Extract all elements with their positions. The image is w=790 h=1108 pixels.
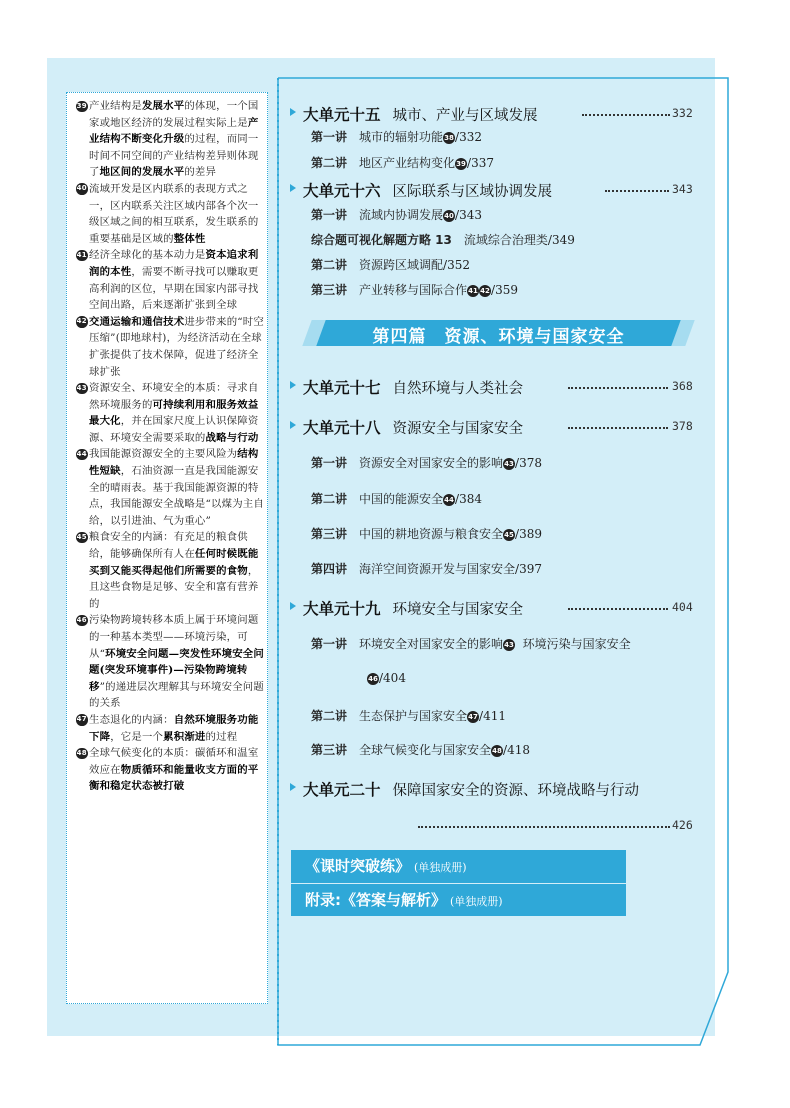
note-text: 生态退化的内涵：自然环境服务功能下降，它是一个累积渐进的过程 xyxy=(89,713,259,743)
note-ref-icon: 47 xyxy=(468,713,478,721)
note-text: 我国能源资源安全的主要风险为结构性短缺，石油资源一直是我国能源安全的晴雨表。基于我国能源资源的特点，我国能源安全战略是“以煤为主自给，以引进油、气为重心” xyxy=(89,448,264,527)
lecture-label: 第二讲 xyxy=(311,156,348,170)
lecture-item[interactable] xyxy=(311,741,530,758)
lecture-title-2: 环境污染与国家安全 xyxy=(522,637,631,651)
note-text: 污染物跨境转移本质上属于环境问题的一种基本类型——环境污染，可从“环境安全问题—突发性环境安全问题(突发环境事件)—污染物跨境转移”的递进层次理解其与环境安全问题的关系 xyxy=(89,614,264,710)
lecture-title: 海洋空间资源开发与国家安全 xyxy=(359,562,516,576)
leader-dots xyxy=(418,826,670,828)
note-number-icon: 45 xyxy=(76,532,88,544)
lecture-item[interactable] xyxy=(311,560,542,577)
lecture-page: /418 xyxy=(503,743,530,757)
triangle-icon xyxy=(290,381,296,389)
note-ref-icon: 38 xyxy=(444,134,454,142)
note-ref-icon: 43 xyxy=(504,460,514,468)
note-number-icon: 40 xyxy=(76,183,88,195)
lecture-item[interactable] xyxy=(311,154,494,171)
note-ref-icon: 44 xyxy=(444,496,454,504)
lecture-item[interactable] xyxy=(311,128,482,145)
lecture-title: 流域综合治理类 xyxy=(463,233,548,247)
lecture-page: /397 xyxy=(515,562,542,576)
triangle-icon xyxy=(290,602,296,610)
unit-title: 自然环境与人类社会 xyxy=(392,381,524,397)
triangle-icon xyxy=(290,421,296,429)
leader-dots xyxy=(568,608,668,610)
note-text: 粮食安全的内涵：有充足的粮食供给，能够确保所有人在任何时候既能买到又能买得起他们所需要的食物，且这些食物是足够、安全和富有营养的 xyxy=(89,531,259,610)
supplement-line[interactable] xyxy=(305,855,467,876)
unit-label: 大单元十八 xyxy=(303,419,381,437)
triangle-icon xyxy=(290,184,296,192)
page-number: 343 xyxy=(672,182,693,196)
unit-label: 大单元二十 xyxy=(303,781,381,799)
page-number: 404 xyxy=(672,600,693,614)
note-ref-icon: 41 xyxy=(468,287,478,295)
lecture-title: 环境安全对国家安全的影响 xyxy=(359,637,504,651)
note-ref-icon: 45 xyxy=(504,531,514,539)
lecture-page: /332 xyxy=(455,130,482,144)
note-number-icon: 48 xyxy=(76,748,88,760)
supplement-note: (单独成册) xyxy=(414,861,467,874)
page-number: 332 xyxy=(672,106,693,120)
lecture-label: 第三讲 xyxy=(311,283,348,297)
lecture-label: 第一讲 xyxy=(311,208,348,222)
appendix-note: (单独成册) xyxy=(450,895,503,908)
leader-dots xyxy=(582,114,670,116)
lecture-page: /389 xyxy=(515,527,542,541)
lecture-label: 第一讲 xyxy=(311,456,348,470)
note-text: 经济全球化的基本动力是资本追求利润的本性，需要不断寻找可以赚取更高利润的区位，早期在国家内部寻找空间出路，后来逐渐扩张到全球 xyxy=(89,249,259,312)
unit-heading[interactable] xyxy=(303,416,523,438)
lecture-label: 第三讲 xyxy=(311,527,348,541)
lecture-title: 生态保护与国家安全 xyxy=(359,709,468,723)
lecture-label: 第二讲 xyxy=(311,492,348,506)
section-banner xyxy=(313,320,684,346)
lecture-title: 中国的耕地资源与粮食安全 xyxy=(359,527,504,541)
lecture-title: 全球气候变化与国家安全 xyxy=(359,743,492,757)
lecture-page: /349 xyxy=(547,233,575,247)
page-number: 426 xyxy=(672,818,693,832)
triangle-icon xyxy=(290,783,296,791)
lecture-continuation xyxy=(367,671,406,685)
leader-dots xyxy=(568,427,668,429)
lecture-item[interactable] xyxy=(311,635,631,652)
lecture-title: 中国的能源安全 xyxy=(359,492,444,506)
page-number: 378 xyxy=(672,419,693,433)
note-text: 全球气候变化的本质：碳循环和温室效应在物质循环和能量收支方面的平衡和稳定状态被打破 xyxy=(89,747,259,793)
lecture-item[interactable] xyxy=(311,707,506,724)
note-number-icon: 46 xyxy=(76,615,88,627)
unit-label: 大单元十九 xyxy=(303,600,381,618)
note-text: 资源安全、环境安全的本质：寻求自然环境服务的可持续利用和服务效益最大化，并在国家尺度上认识保障资源、环境安全需要采取的战略与行动 xyxy=(89,382,259,444)
lecture-label: 第二讲 xyxy=(311,709,348,723)
lecture-item[interactable] xyxy=(311,231,575,248)
unit-title: 保障国家安全的资源、环境战略与行动 xyxy=(392,783,640,799)
page-number: 368 xyxy=(672,379,693,393)
lecture-item[interactable] xyxy=(311,454,542,471)
leader-dots xyxy=(605,190,669,192)
unit-label: 大单元十五 xyxy=(303,106,381,124)
supplement-title: 《课时突破练》 xyxy=(305,857,411,875)
unit-title: 城市、产业与区域发展 xyxy=(392,108,538,124)
note-text: 交通运输和通信技术进步带来的“时空压缩”(即地球村)，为经济活动在全球扩张提供了技术保障，促进了经济全球扩张 xyxy=(89,315,264,378)
note-ref-icon: 46 xyxy=(368,675,378,683)
note-ref-icon: 40 xyxy=(444,212,454,220)
lecture-page: /411 xyxy=(479,709,506,723)
lecture-title: 产业转移与国际合作 xyxy=(359,283,468,297)
lecture-title: 资源跨区域调配 xyxy=(359,258,444,272)
lecture-item[interactable] xyxy=(311,206,482,223)
triangle-icon xyxy=(290,108,296,116)
note-ref-icon: 43 xyxy=(504,641,514,649)
lecture-item[interactable] xyxy=(311,256,470,273)
note-number-icon: 41 xyxy=(76,250,88,262)
lecture-label: 第三讲 xyxy=(311,743,348,757)
note-number-icon: 39 xyxy=(76,101,88,113)
unit-title: 环境安全与国家安全 xyxy=(392,602,524,618)
lecture-title: 流域内协调发展 xyxy=(359,208,444,222)
note-text: 产业结构是发展水平的体现，一个国家或地区经济的发展过程实际上是产业结构不断变化升级的过程，而同一时间不同空间的产业结构差异则体现了地区间的发展水平的差异 xyxy=(89,100,259,179)
divider xyxy=(291,883,626,884)
lecture-page: /343 xyxy=(455,208,482,222)
note-ref-icon: 42 xyxy=(480,287,490,295)
lecture-label: 第四讲 xyxy=(311,562,348,576)
lecture-page: /359 xyxy=(491,283,518,297)
leader-dots xyxy=(568,387,668,389)
lecture-page: /404 xyxy=(379,671,406,685)
unit-heading[interactable] xyxy=(303,179,552,201)
lecture-label: 综合题可视化解题方略 13 xyxy=(311,233,452,247)
note-number-icon: 43 xyxy=(76,383,88,395)
note-number-icon: 47 xyxy=(76,714,88,726)
supplement-box xyxy=(291,850,626,916)
unit-title: 区际联系与区域协调发展 xyxy=(392,184,553,200)
unit-label: 大单元十七 xyxy=(303,379,381,397)
unit-heading[interactable] xyxy=(303,103,538,125)
lecture-page: /384 xyxy=(455,492,482,506)
lecture-title: 资源安全对国家安全的影响 xyxy=(359,456,504,470)
lecture-label: 第一讲 xyxy=(311,130,348,144)
unit-label: 大单元十六 xyxy=(303,182,381,200)
note-ref-icon: 48 xyxy=(492,747,502,755)
unit-heading[interactable] xyxy=(303,376,523,398)
section-title: 第四篇 资源、环境与国家安全 xyxy=(372,327,625,347)
note-number-icon: 42 xyxy=(76,316,88,328)
lecture-label: 第一讲 xyxy=(311,637,348,651)
lecture-page: /378 xyxy=(515,456,542,470)
lecture-item[interactable] xyxy=(311,490,482,507)
unit-heading[interactable] xyxy=(303,778,639,800)
note-text: 流域开发是区内联系的表现方式之一，区内联系关注区域内部各个次一级区域之间的相互联系，发生联系的重要基础是区域的整体性 xyxy=(89,182,259,245)
lecture-page: /337 xyxy=(467,156,494,170)
appendix-line[interactable] xyxy=(305,889,503,910)
lecture-title: 地区产业结构变化 xyxy=(359,156,456,170)
lecture-page: /352 xyxy=(443,258,470,272)
unit-heading[interactable] xyxy=(303,597,523,619)
lecture-item[interactable] xyxy=(311,281,518,298)
unit-title: 资源安全与国家安全 xyxy=(392,421,524,437)
lecture-item[interactable] xyxy=(311,525,542,542)
lecture-label: 第二讲 xyxy=(311,258,348,272)
lecture-title: 城市的辐射功能 xyxy=(359,130,444,144)
note-number-icon: 44 xyxy=(76,449,88,461)
appendix-title: 附录:《答案与解析》 xyxy=(305,891,446,909)
note-ref-icon: 39 xyxy=(456,160,466,168)
